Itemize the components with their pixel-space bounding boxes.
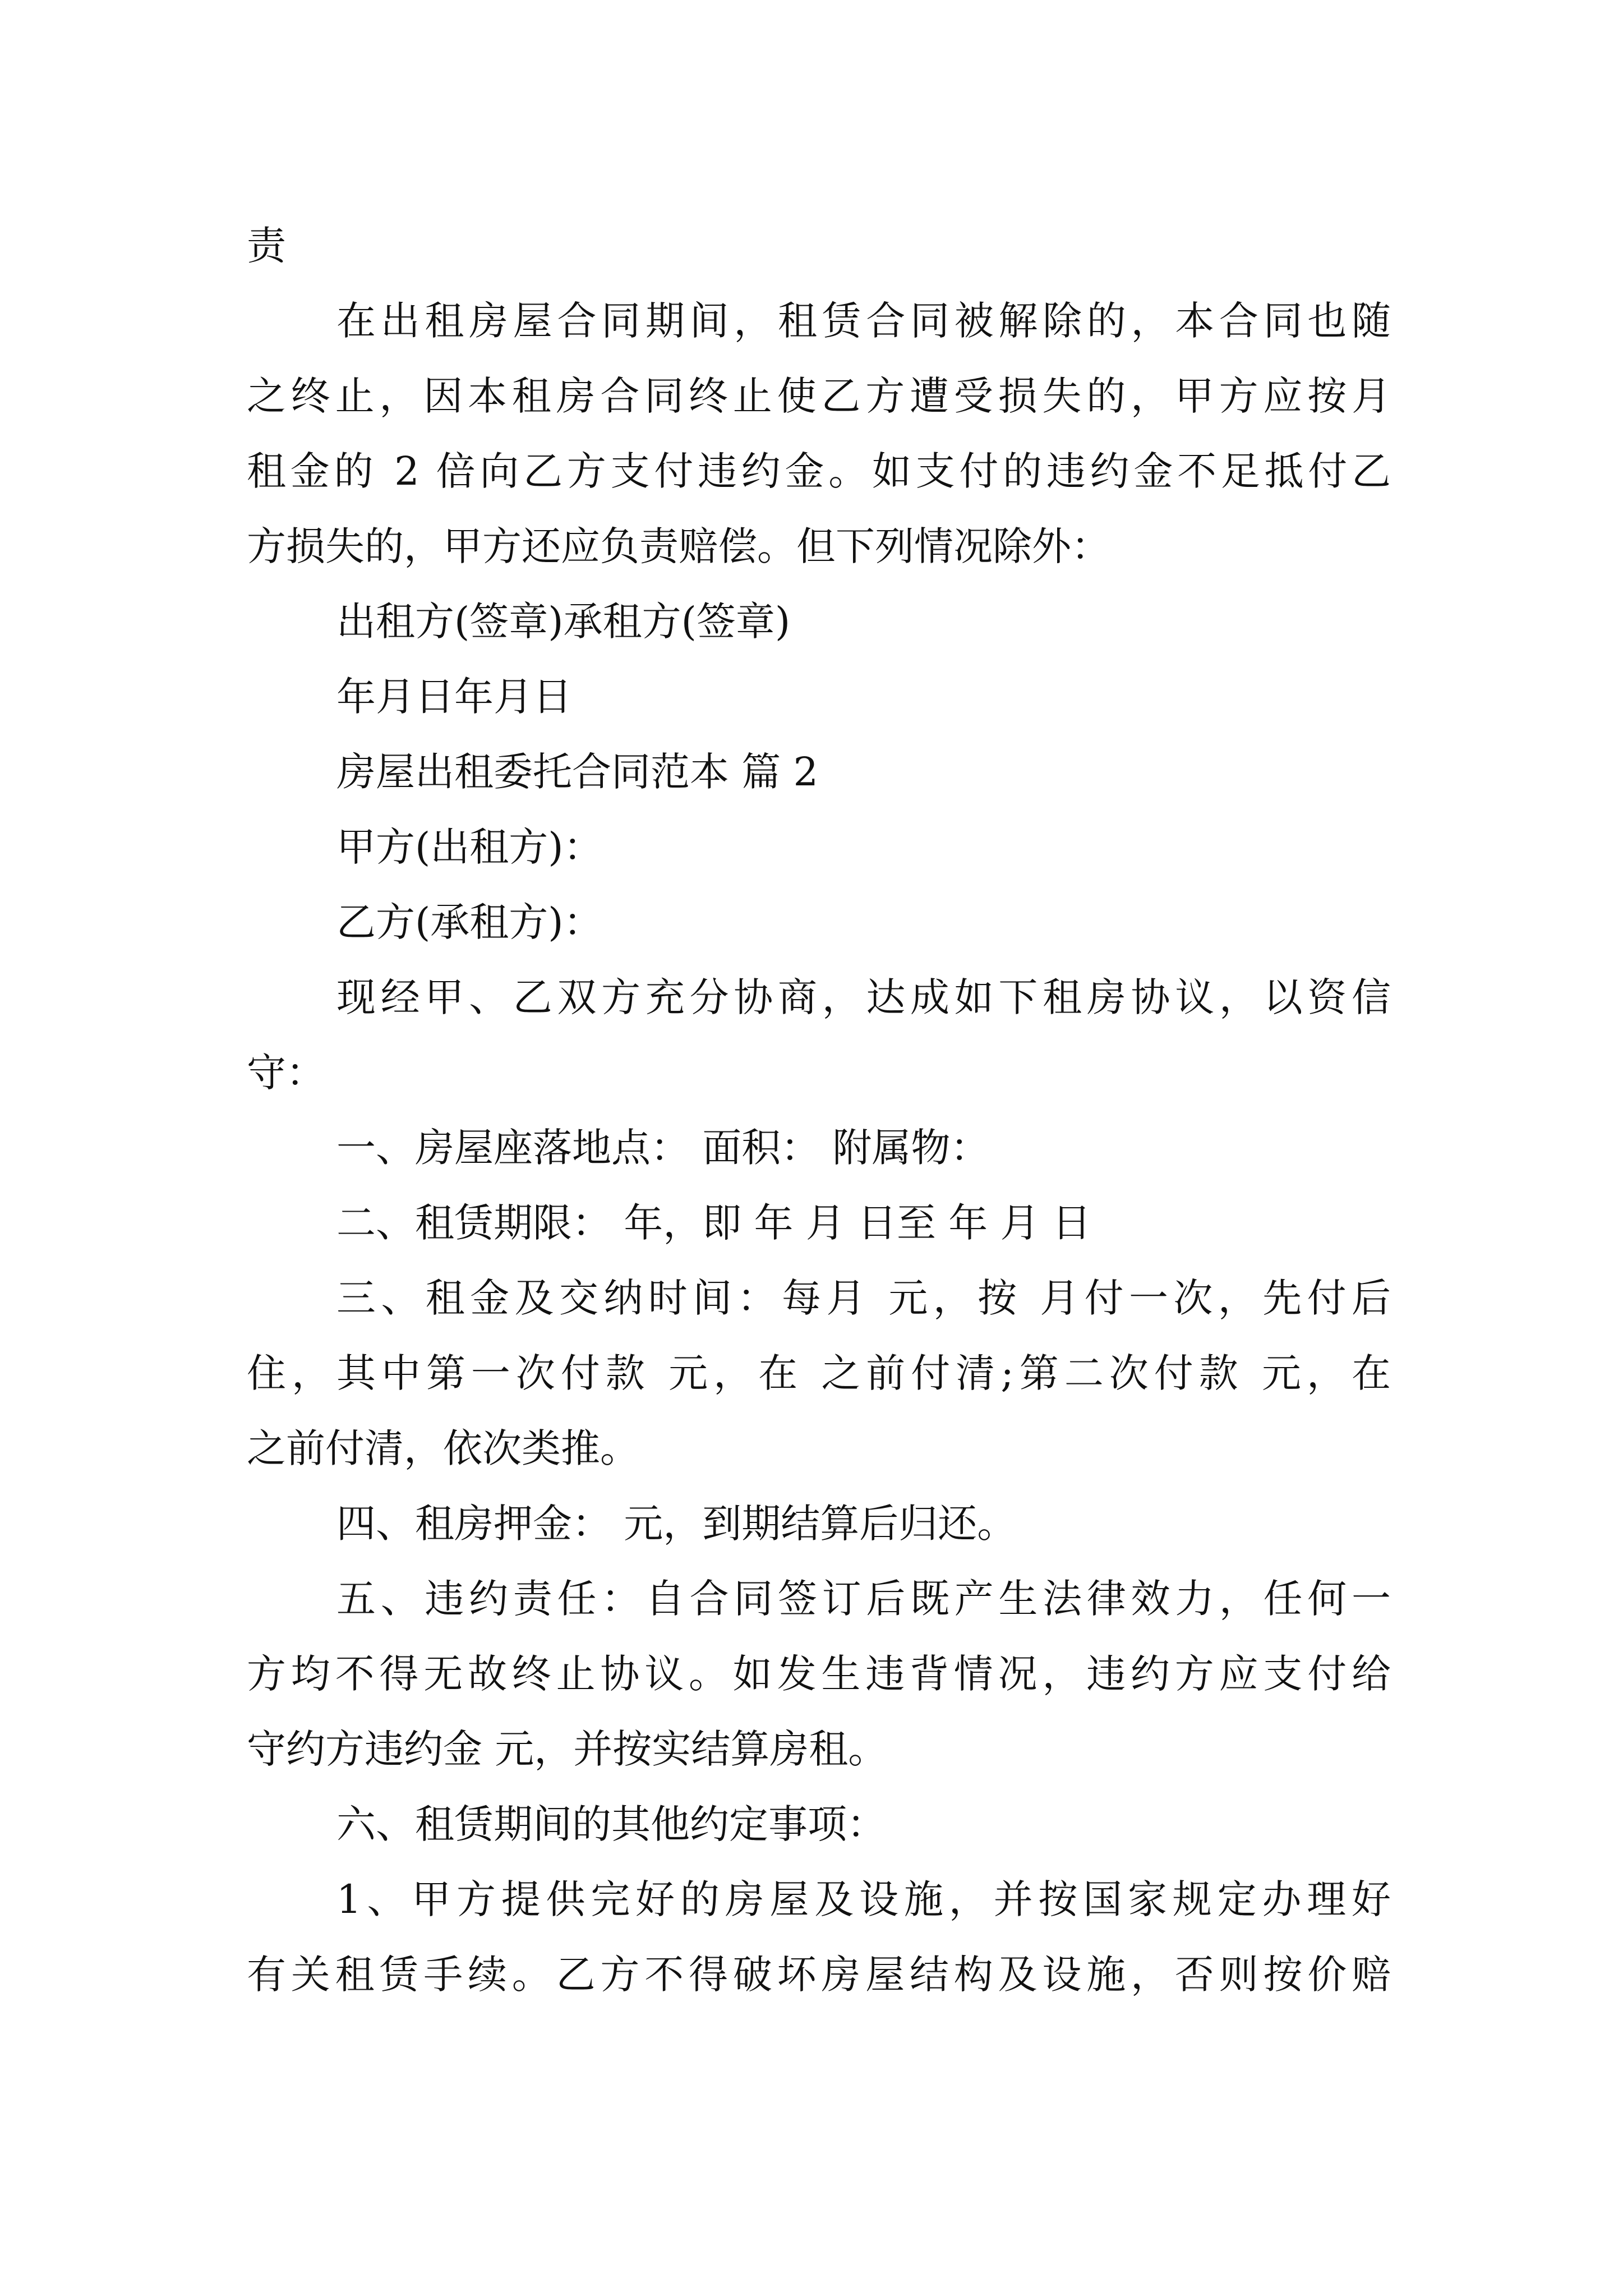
text-line: 租金的 2 倍向乙方支付违约金。如支付的违约金不足抵付乙 xyxy=(247,448,1391,494)
text-line: 年月日年月日 xyxy=(336,674,572,720)
text-line: 乙方(承租方)： xyxy=(336,899,603,945)
text-line: 1、甲方提供完好的房屋及设施，并按国家规定办理好 xyxy=(336,1876,1391,1922)
text-line: 出租方(签章)承租方(签章) xyxy=(336,599,791,645)
text-line: 四、租房押金： 元，到期结算后归还。 xyxy=(336,1501,1017,1547)
text-line: 甲方(出租方)： xyxy=(336,824,603,870)
text-line: 在出租房屋合同期间，租赁合同被解除的，本合同也随 xyxy=(336,298,1391,344)
text-line: 一、房屋座落地点： 面积： 附属物： xyxy=(336,1125,990,1171)
section-heading: 房屋出租委托合同范本 篇 2 xyxy=(336,749,819,795)
text-line: 之终止，因本租房合同终止使乙方遭受损失的，甲方应按月 xyxy=(247,373,1391,419)
text-line: 守约方违约金 元，并按实结算房租。 xyxy=(247,1726,888,1772)
text-line: 五、违约责任：自合同签订后既产生法律效力，任何一 xyxy=(336,1576,1391,1622)
text-line: 二、租赁期限： 年，即 年 月 日至 年 月 日 xyxy=(336,1200,1091,1246)
text-line: 方损失的，甲方还应负责赔偿。但下列情况除外： xyxy=(247,523,1110,569)
text-line: 住，其中第一次付款 元，在 之前付清;第二次付款 元，在 xyxy=(247,1350,1391,1396)
text-line: 现经甲、乙双方充分协商，达成如下租房协议，以资信 xyxy=(336,974,1391,1020)
text-line: 方均不得无故终止协议。如发生违背情况，违约方应支付给 xyxy=(247,1651,1391,1697)
text-line: 三、租金及交纳时间：每月 元，按 月付一次，先付后 xyxy=(336,1275,1391,1321)
text-line: 守： xyxy=(247,1050,325,1096)
text-line: 有关租赁手续。乙方不得破坏房屋结构及设施，否则按价赔 xyxy=(247,1952,1391,1998)
text-line: 责 xyxy=(247,223,286,269)
text-line: 六、租赁期间的其他约定事项： xyxy=(336,1801,886,1847)
text-line: 之前付清，依次类推。 xyxy=(247,1425,639,1471)
